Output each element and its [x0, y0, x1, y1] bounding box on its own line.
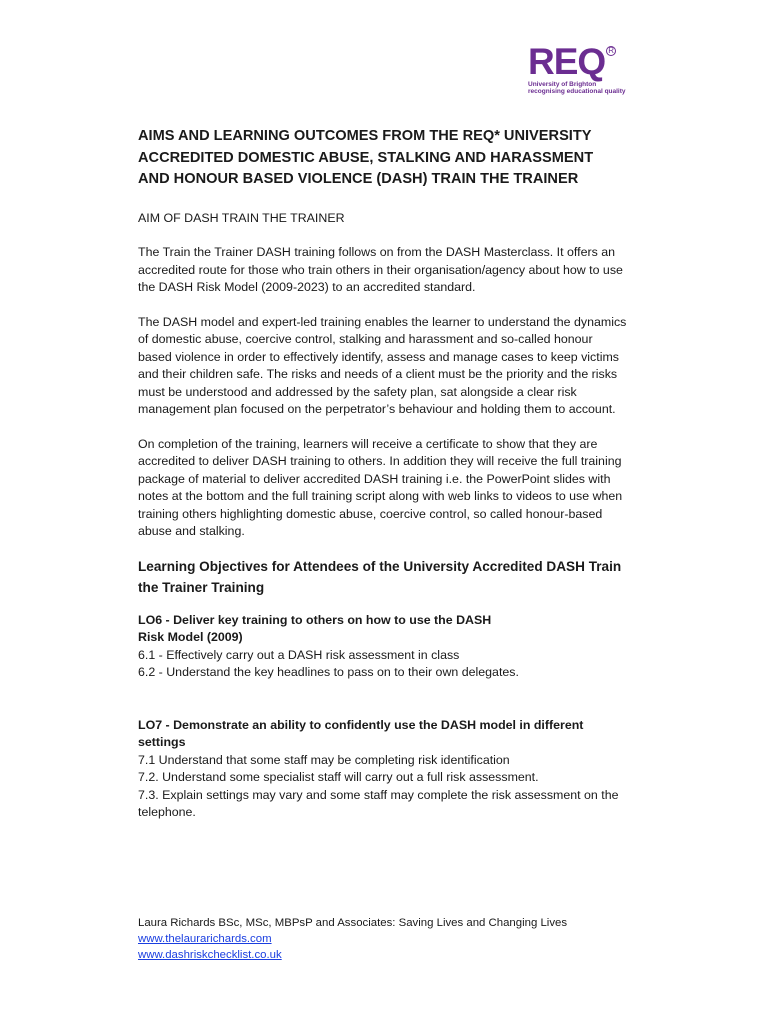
paragraph-completion: On completion of the training, learners will receive a certificate to show that they are accredited to deliver DASH training to others. In addition they will receive the full training package of material to deliver accredited DASH training i.e. the PowerPoint slides with notes at the bottom and the full training script along with web links to videos to use when training others highlighting domestic abuse, coercive control, so called honour-based abuse and stalking. [138, 436, 623, 538]
footer-link-laurarichards[interactable]: www.thelaurarichards.com [138, 933, 272, 945]
paragraph-dash-model: The DASH model and expert-led training enables the learner to understand the dynamics of domestic abuse, coercive control, stalking and harassment and so-called honour based violence in order to effectively identify, assess and manage cases to keep victims and their children safe. The risks and needs of a client must be the priority and the risks must be understood and addressed by the safety plan, sat alongside a clear risk management plan focused on the perpetrator’s behaviour and holding them to account. [138, 314, 627, 416]
aim-heading: AIM OF DASH TRAIN THE TRAINER [138, 210, 345, 225]
lo7-item: 7.1 Understand that some staff may be completing risk identification [138, 752, 510, 767]
registered-mark-icon: R [606, 46, 616, 56]
document-body [138, 126, 628, 822]
lo7-title: LO7 - Demonstrate an ability to confidently use the DASH model in different settings [138, 717, 584, 749]
logo-word-text: REQ [528, 41, 606, 82]
logo-tagline: University of Brighton recognising educational quality [528, 81, 626, 95]
document-title: AIMS AND LEARNING OUTCOMES FROM THE REQ* UNIVERSITY ACCREDITED DOMESTIC ABUSE, STALKING AND HARASSMENT AND HONOUR BASED VIOLENCE (DASH) TRAIN THE TRAINER [138, 128, 594, 187]
lo6-title-line1: LO6 - Deliver key training to others on how to use the DASH [138, 612, 492, 627]
objectives-title: Learning Objectives for Attendees of the University Accredited DASH Train the Trainer Training [138, 558, 622, 595]
lo6-item: 6.1 - Effectively carry out a DASH risk assessment in class [138, 647, 460, 662]
footer-link-dashriskchecklist[interactable]: www.dashriskchecklist.co.uk [138, 949, 282, 961]
logo-wordmark [528, 41, 628, 82]
lo6-item: 6.2 - Understand the key headlines to pass on to their own delegates. [138, 665, 519, 679]
lo7-item: 7.3. Explain settings may vary and some staff may complete the risk assessment on the telephone. [138, 787, 619, 819]
paragraph-intro: The Train the Trainer DASH training follows on from the DASH Masterclass. It offers an accredited route for those who train others in their organisation/agency about how to use the DASH Risk Model (2009-2023) to an accredited standard. [138, 245, 623, 294]
lo6-title-line2: Risk Model (2009) [138, 630, 243, 644]
page-footer [138, 915, 628, 963]
lo7-section [138, 717, 628, 822]
lo7-item: 7.2. Understand some specialist staff will carry out a full risk assessment. [138, 770, 539, 784]
lo6-section [138, 612, 628, 682]
req-logo [528, 41, 628, 104]
footer-credit: Laura Richards BSc, MSc, MBPsP and Associates: Saving Lives and Changing Lives [138, 917, 568, 929]
